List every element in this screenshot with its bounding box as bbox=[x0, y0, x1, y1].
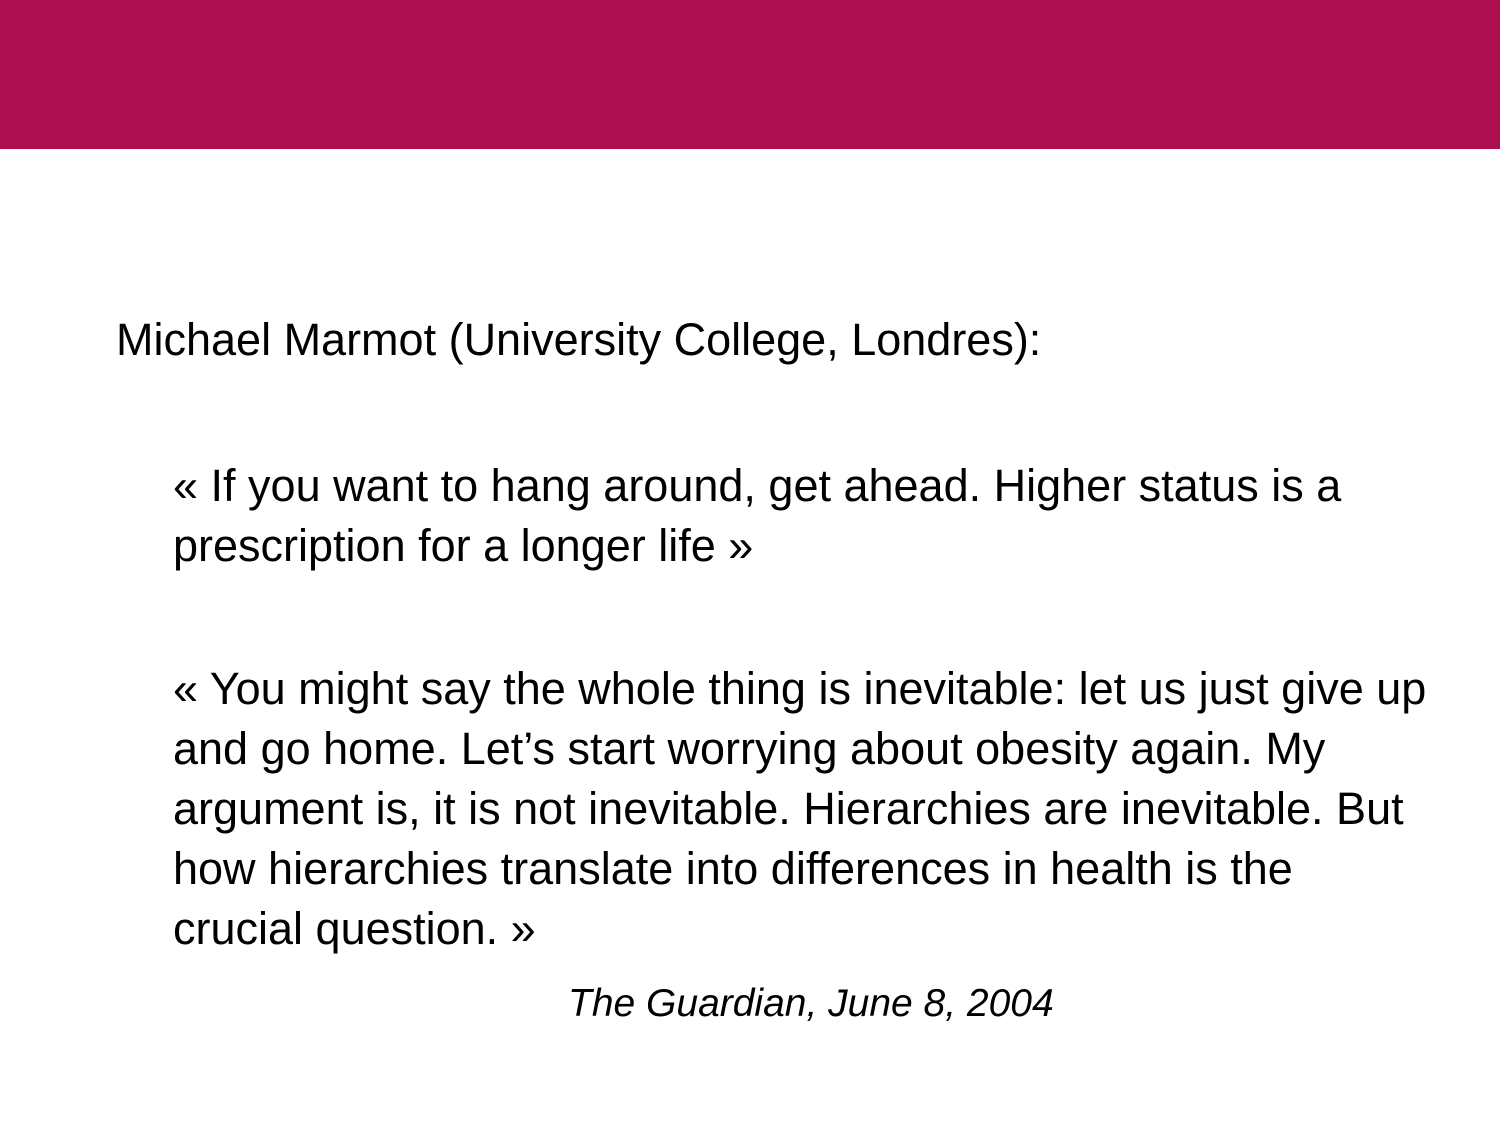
quote-text: « You might say the whole thing is inevitable: let us just give up and go home. Let’s start worrying about obesity again. My argument is, it is not inevitable. Hierarchies are inevitable. But how hierarchies translate into differences in health is the crucial question. » bbox=[173, 663, 1427, 954]
quote-attribution: Michael Marmot (University College, Londres): bbox=[116, 314, 1042, 365]
quote-source: The Guardian, June 8, 2004 bbox=[568, 982, 1054, 1025]
quote-text: « If you want to hang around, get ahead. Higher status is a prescription for a longer life » bbox=[173, 460, 1342, 571]
header-band bbox=[0, 0, 1500, 149]
